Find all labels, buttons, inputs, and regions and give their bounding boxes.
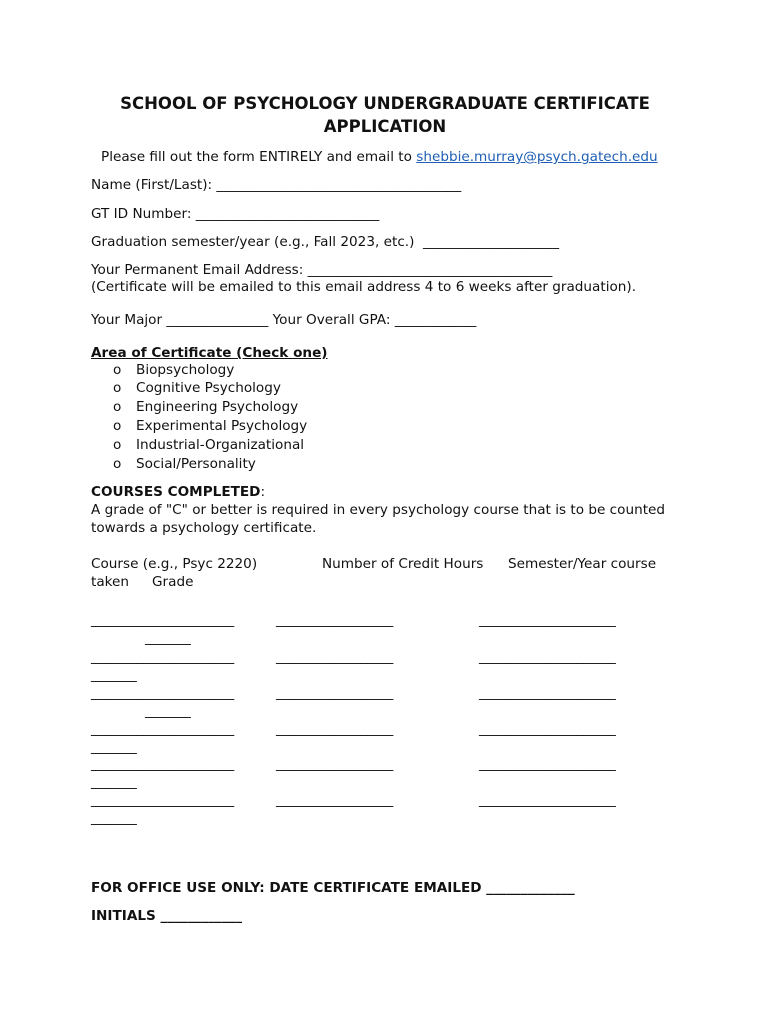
courses-note-line2: towards a psychology certificate. — [91, 520, 317, 536]
major-gpa-field[interactable]: Your Major _______________ Your Overall GPA: ____________ — [91, 312, 477, 328]
checkbox-bullet-icon[interactable]: o — [113, 380, 122, 396]
grade-blank[interactable]: _______ — [91, 774, 137, 790]
semester-blank[interactable]: _____________________ — [479, 721, 616, 737]
semester-blank[interactable]: _____________________ — [479, 792, 616, 808]
credit-hours-blank[interactable]: __________________ — [276, 612, 393, 628]
gtid-field[interactable]: GT ID Number: ___________________________ — [91, 206, 380, 222]
course-blank[interactable]: ______________________ — [91, 756, 234, 772]
office-use-line[interactable]: FOR OFFICE USE ONLY: DATE CERTIFICATE EMAILED _____________ — [91, 880, 575, 896]
form-title-line1: SCHOOL OF PSYCHOLOGY UNDERGRADUATE CERTIFICATE — [120, 94, 650, 113]
semester-blank[interactable]: _____________________ — [479, 685, 616, 701]
semester-blank[interactable]: _____________________ — [479, 649, 616, 665]
courses-heading — [91, 483, 265, 501]
checkbox-bullet-icon[interactable]: o — [113, 399, 122, 415]
area-heading: Area of Certificate (Check one) — [91, 345, 328, 361]
checkbox-bullet-icon[interactable]: o — [113, 437, 122, 453]
grade-blank[interactable]: _______ — [145, 703, 191, 719]
semester-blank[interactable]: _____________________ — [479, 756, 616, 772]
grade-blank[interactable]: _______ — [91, 739, 137, 755]
credit-hours-blank[interactable]: __________________ — [276, 685, 393, 701]
checkbox-bullet-icon[interactable]: o — [113, 456, 122, 472]
course-blank[interactable]: ______________________ — [91, 612, 234, 628]
credit-hours-blank[interactable]: __________________ — [276, 649, 393, 665]
checkbox-bullet-icon[interactable]: o — [113, 418, 122, 434]
checkbox-bullet-icon[interactable]: o — [113, 362, 122, 378]
form-title — [60, 92, 710, 138]
column-header-grade: Grade — [152, 574, 194, 590]
area-option-label: Cognitive Psychology — [136, 380, 281, 396]
credit-hours-blank[interactable]: __________________ — [276, 792, 393, 808]
permanent-email-field[interactable]: Your Permanent Email Address: ____________________________________ — [91, 262, 553, 278]
area-option-label: Social/Personality — [136, 456, 256, 472]
grade-blank[interactable]: _______ — [91, 667, 137, 683]
area-option-label: Experimental Psychology — [136, 418, 308, 434]
course-blank[interactable]: ______________________ — [91, 649, 234, 665]
courses-note-line1: A grade of "C" or better is required in every psychology course that is to be counted — [91, 502, 666, 518]
contact-email-link[interactable]: shebbie.murray@psych.gatech.edu — [416, 149, 658, 165]
form-title-line2: APPLICATION — [323, 117, 447, 136]
column-header-credit-hours: Number of Credit Hours — [322, 556, 484, 572]
area-option-label: Industrial-Organizational — [136, 437, 305, 453]
instructions-text: Please fill out the form ENTIRELY and email to — [101, 149, 417, 165]
courses-heading-colon: : — [260, 484, 266, 500]
email-note: (Certificate will be emailed to this email address 4 to 6 weeks after graduation). — [91, 279, 637, 295]
area-option-label: Engineering Psychology — [136, 399, 299, 415]
column-header-semester: Semester/Year course — [508, 556, 657, 572]
credit-hours-blank[interactable]: __________________ — [276, 721, 393, 737]
grade-blank[interactable]: _______ — [145, 630, 191, 646]
courses-heading-text: COURSES COMPLETED — [91, 484, 261, 500]
initials-line[interactable]: INITIALS ____________ — [91, 908, 243, 924]
column-header-taken: taken — [91, 574, 130, 590]
course-blank[interactable]: ______________________ — [91, 721, 234, 737]
grade-blank[interactable]: _______ — [91, 810, 137, 826]
area-option-label: Biopsychology — [136, 362, 235, 378]
graduation-field[interactable]: Graduation semester/year (e.g., Fall 2023, etc.) ____________________ — [91, 234, 559, 250]
course-blank[interactable]: ______________________ — [91, 685, 234, 701]
instructions — [101, 148, 658, 166]
semester-blank[interactable]: _____________________ — [479, 612, 616, 628]
course-blank[interactable]: ______________________ — [91, 792, 234, 808]
column-header-course: Course (e.g., Psyc 2220) — [91, 556, 258, 572]
credit-hours-blank[interactable]: __________________ — [276, 756, 393, 772]
name-field[interactable]: Name (First/Last): ____________________________________ — [91, 177, 462, 193]
